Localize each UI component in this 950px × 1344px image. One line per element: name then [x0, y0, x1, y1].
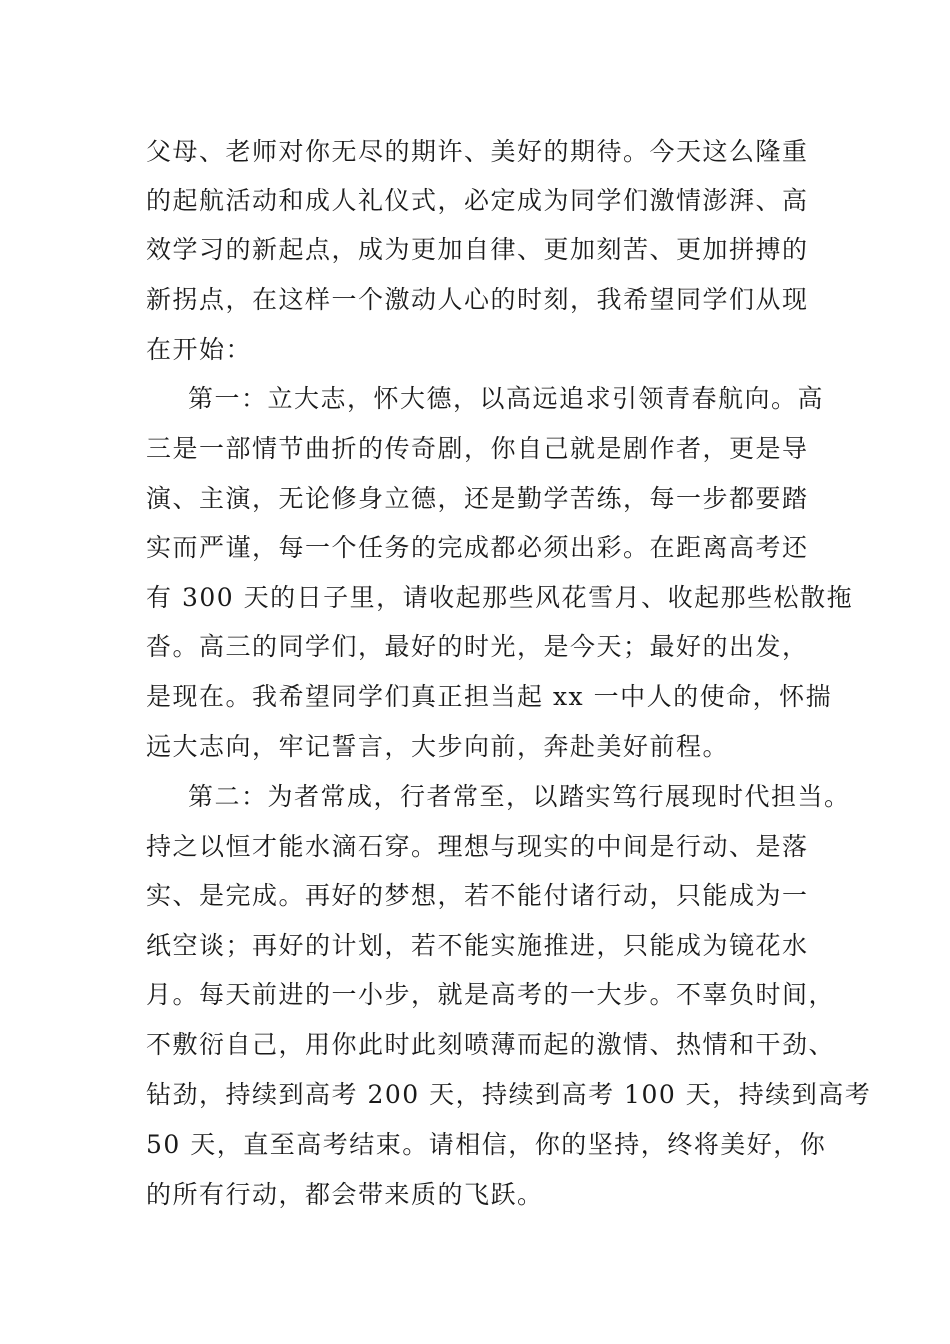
text-line: 实而严谨，每一个任务的完成都必须出彩。在距离高考还: [146, 533, 809, 562]
paragraph-first-line: 第一：立大志，怀大德，以高远追求引领青春航向。高: [188, 384, 825, 413]
text-line: 持之以恒才能水滴石穿。理想与现实的中间是行动、是落: [146, 832, 809, 861]
text-line: 在开始：: [146, 335, 253, 364]
text-line: 不敷衍自己，用你此时此刻喷薄而起的激情、热情和干劲、: [146, 1030, 836, 1059]
text-line: 演、主演，无论修身立德，还是勤学苦练，每一步都要踏: [146, 484, 809, 513]
text-line: 是现在。我希望同学们真正担当起 xx 一中人的使命，怀揣: [146, 682, 833, 711]
text-line: 月。每天前进的一小步，就是高考的一大步。不辜负时间，: [146, 980, 836, 1009]
paragraph-first-line: 第二：为者常成，行者常至，以踏实笃行展现时代担当。: [188, 782, 851, 811]
text-line: 效学习的新起点，成为更加自律、更加刻苦、更加拼搏的: [146, 235, 809, 264]
text-line: 的所有行动，都会带来质的飞跃。: [146, 1180, 544, 1209]
text-line: 远大志向，牢记誓言，大步向前，奔赴美好前程。: [146, 732, 730, 761]
text-line: 纸空谈；再好的计划，若不能实施推进，只能成为镜花水: [146, 931, 809, 960]
text-line: 父母、老师对你无尽的期许、美好的期待。今天这么隆重: [146, 137, 809, 166]
text-line: 三是一部情节曲折的传奇剧，你自己就是剧作者，更是导: [146, 434, 809, 463]
text-line: 实、是完成。再好的梦想，若不能付诸行动，只能成为一: [146, 881, 809, 910]
text-line: 的起航活动和成人礼仪式，必定成为同学们激情澎湃、高: [146, 186, 809, 215]
text-line: 钻劲，持续到高考 200 天，持续到高考 100 天，持续到高考: [146, 1080, 872, 1109]
text-line: 50 天，直至高考结束。请相信，你的坚持，终将美好，你: [146, 1130, 827, 1159]
text-line: 新拐点，在这样一个激动人心的时刻，我希望同学们从现: [146, 285, 809, 314]
text-line: 有 300 天的日子里，请收起那些风花雪月、收起那些松散拖: [146, 583, 854, 612]
text-line: 沓。高三的同学们，最好的时光，是今天；最好的出发，: [146, 632, 809, 661]
